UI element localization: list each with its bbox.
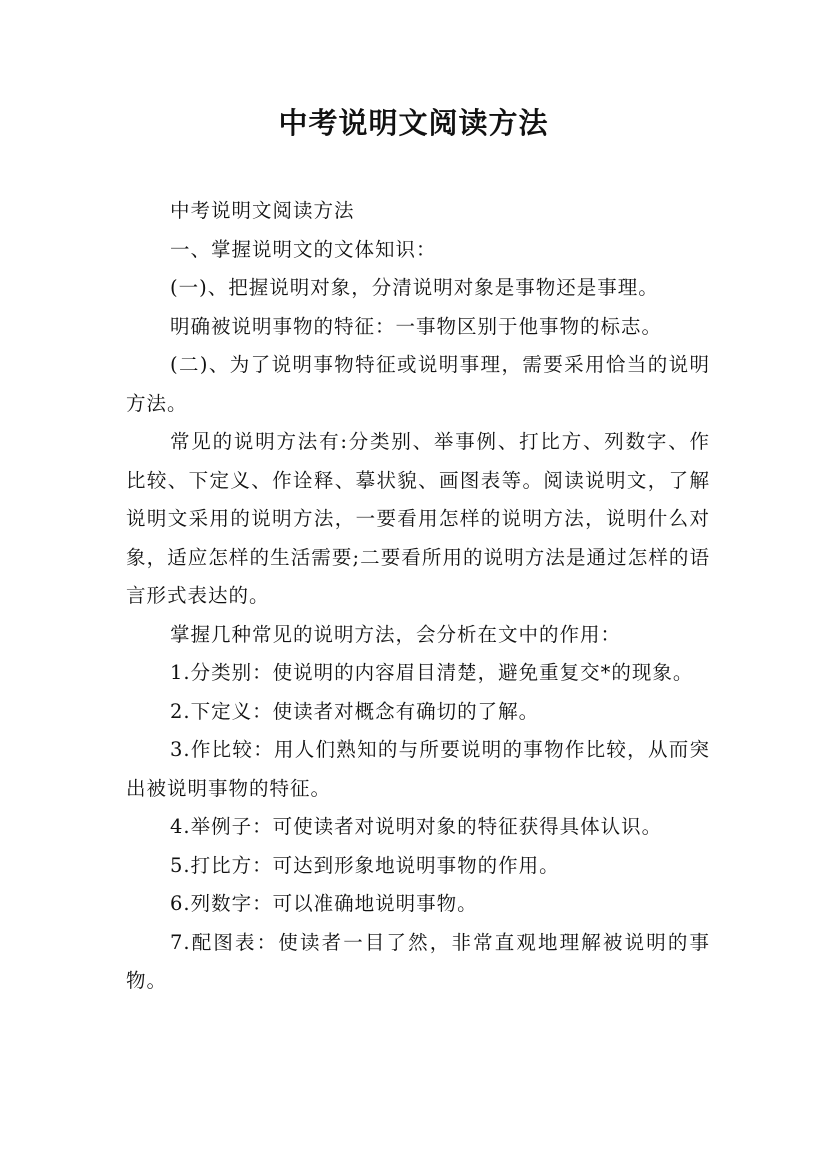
paragraph-item-1: (一)、把握说明对象，分清说明对象是事物还是事理。 <box>170 276 659 299</box>
paragraph-method-2: 2.下定义：使读者对概念有确切的了解。 <box>170 699 540 723</box>
paragraph-method-5: 5.打比方：可达到形象地说明事物的作用。 <box>170 853 560 877</box>
paragraph-methods-intro: 掌握几种常见的说明方法，会分析在文中的作用： <box>170 622 622 646</box>
paragraph-method-4: 4.举例子：可使读者对说明对象的特征获得具体认识。 <box>170 815 663 838</box>
document-body <box>126 192 710 1001</box>
paragraph-item-2: (二)、为了说明事物特征或说明事理，需要采用恰当的说明方法。 <box>126 353 710 415</box>
document-title: 中考说明文阅读方法 <box>278 106 549 140</box>
paragraph-common-methods: 常见的说明方法有:分类别、举事例、打比方、列数字、作比较、下定义、作诠释、摹状貌、画图表等。阅读说明文，了解说明文采用的说明方法，一要看用怎样的说明方法，说明什么对象，适应怎样的生活需要;二要看所用的说明方法是通过怎样的语言形式表达的。 <box>126 430 710 607</box>
paragraph-subtitle: 中考说明文阅读方法 <box>170 199 355 222</box>
paragraph-method-3: 3.作比较：用人们熟知的与所要说明的事物作比较，从而突出被说明事物的特征。 <box>126 738 710 800</box>
paragraph-method-1: 1.分类别：使说明的内容眉目清楚，避免重复交*的现象。 <box>170 661 694 684</box>
paragraph-section-1-heading: 一、掌握说明文的文体知识： <box>170 237 437 261</box>
paragraph-method-6: 6.列数字：可以准确地说明事物。 <box>170 892 478 915</box>
paragraph-method-7: 7.配图表：使读者一目了然，非常直观地理解被说明的事物。 <box>126 930 710 992</box>
paragraph-feature-definition: 明确被说明事物的特征：一事物区别于他事物的标志。 <box>170 314 663 338</box>
